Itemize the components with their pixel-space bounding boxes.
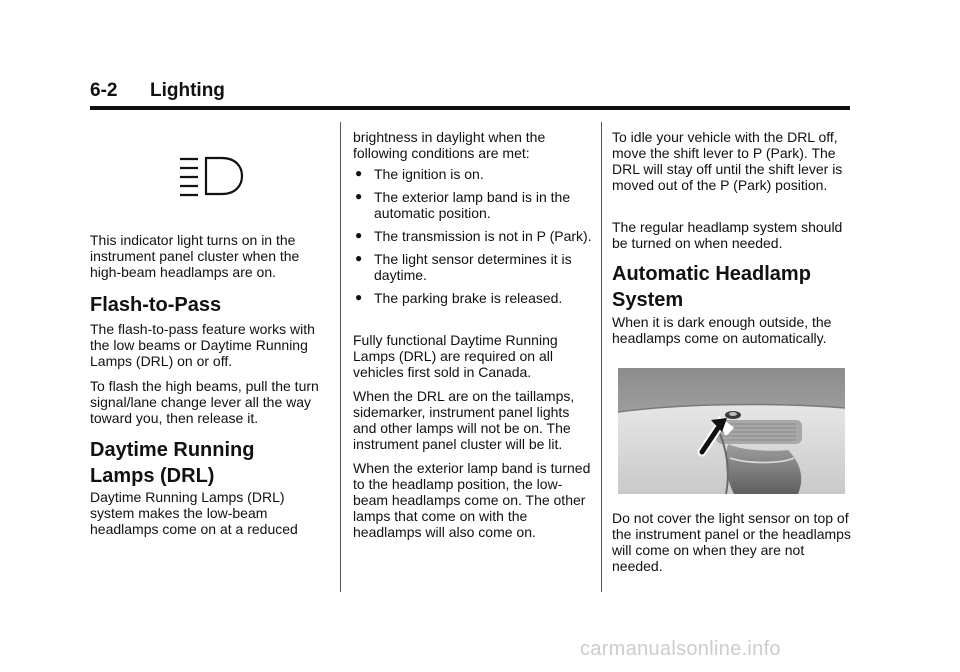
bullet-icon: ● [355, 166, 363, 180]
bullet-icon: ● [355, 228, 363, 242]
drl-heading-line-2: Lamps (DRL) [90, 465, 215, 487]
column-divider [601, 122, 602, 592]
drl-heading [90, 437, 254, 489]
light-sensor-warning-paragraph: Do not cover the light sensor on top of the instrument panel or the headlamps will come on when they are not needed. [612, 510, 851, 574]
list-item: ● The exterior lamp band is in the automatic position. [355, 189, 571, 221]
automatic-headlamp-heading [612, 261, 811, 313]
flash-to-pass-paragraph-1: The flash-to-pass feature works with the low beams or Daytime Running Lamps (DRL) on or off. [90, 321, 315, 369]
drl-heading-line-1: Daytime Running [90, 439, 255, 461]
list-item: ● The light sensor determines it is daytime. [355, 251, 572, 283]
column-divider [340, 122, 341, 592]
list-item: ● The parking brake is released. [355, 290, 563, 306]
light-sensor-illustration [618, 368, 845, 494]
indicator-description: This indicator light turns on in the instrument panel cluster when the high-beam headlamps are on. [90, 232, 300, 280]
list-item: ● The ignition is on. [355, 166, 484, 182]
flash-to-pass-heading: Flash-to-Pass [90, 294, 222, 316]
regular-headlamp-paragraph: The regular headlamp system should be turned on when needed. [612, 219, 843, 251]
section-title: Lighting [150, 80, 225, 101]
headlamp-position-paragraph: When the exterior lamp band is turned to the headlamp position, the low-beam headlamps come on. The other lamps that come on with the headlamps will also come on. [353, 460, 591, 540]
drl-conditions-list [353, 166, 593, 313]
canada-requirement-paragraph: Fully functional Daytime Running Lamps (DRL) are required on all vehicles first sold in Canada. [353, 332, 558, 380]
automatic-headlamp-paragraph: When it is dark enough outside, the headlamps come on automatically. [612, 314, 832, 346]
drl-conditions-intro: brightness in daylight when the following conditions are met: [353, 129, 546, 161]
list-item: ● The transmission is not in P (Park). [355, 228, 592, 244]
idle-drl-paragraph: To idle your vehicle with the DRL off, move the shift lever to P (Park). The DRL will stay off until the shift lever is moved out of the P (Park) position. [612, 129, 843, 193]
bullet-icon: ● [355, 251, 363, 265]
bullet-icon: ● [355, 189, 363, 203]
automatic-headlamp-heading-line-2: System [612, 289, 684, 311]
high-beam-indicator-icon [178, 155, 244, 197]
bullet-icon: ● [355, 290, 363, 304]
page-number: 6-2 [90, 80, 118, 101]
page-header [90, 80, 850, 110]
watermark: carmanualsonline.info [580, 638, 781, 660]
flash-to-pass-paragraph-2: To flash the high beams, pull the turn signal/lane change lever all the way toward you, then release it. [90, 378, 319, 426]
automatic-headlamp-heading-line-1: Automatic Headlamp [612, 263, 811, 285]
drl-lamps-paragraph: When the DRL are on the taillamps, sidemarker, instrument panel lights and other lamps will not be on. The instrument panel cluster will be lit. [353, 388, 575, 452]
drl-paragraph-1: Daytime Running Lamps (DRL) system makes the low-beam headlamps come on at a reduced [90, 489, 298, 537]
